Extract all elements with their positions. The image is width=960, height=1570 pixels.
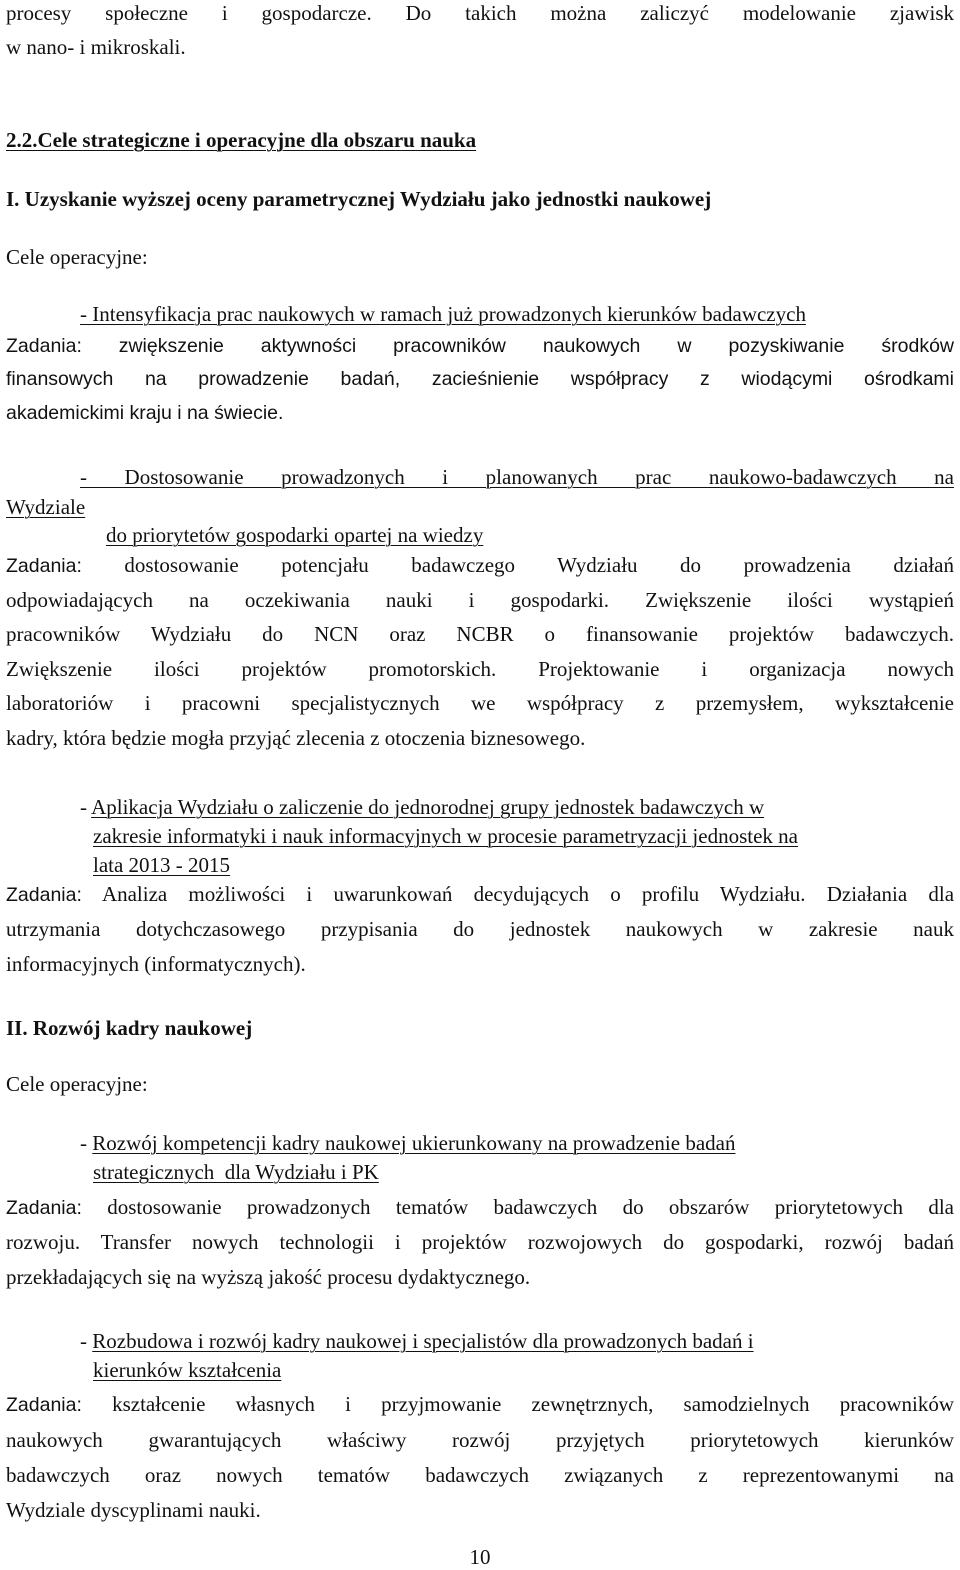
- tasks-paragraph-line: [6, 1194, 954, 1221]
- tasks-paragraph-line: Wydziale dyscyplinami nauki.: [6, 1498, 261, 1522]
- tasks-paragraph-line: pracowników Wydziału do NCN oraz NCBR o finansowanie projektów badawczych.: [6, 622, 954, 646]
- tasks-paragraph-line: [6, 1391, 954, 1418]
- goal-2-title: Rozwój kadry naukowej: [32, 1016, 253, 1040]
- tasks-text: kształcenie własnych i przyjmowanie zewnętrznych, samodzielnych pracowników: [112, 1392, 955, 1416]
- goal-1-heading: I. Uzyskanie wyższej oceny parametrycznej Wydziału jako jednostki naukowej: [6, 187, 712, 211]
- tasks-paragraph-line: kadry, która będzie mogła przyjąć zlecenia z otoczenia biznesowego.: [6, 726, 586, 750]
- operational-goal-title: zakresie informatyki i nauk informacyjnych w procesie parametryzacji jednostek na: [93, 824, 798, 848]
- tasks-label: Zadania:: [6, 1394, 82, 1416]
- page-number: 10: [469, 1545, 491, 1569]
- operational-goals-label: Cele operacyjne:: [6, 245, 148, 269]
- operational-goal-title: Wydziale: [6, 495, 86, 519]
- tasks-paragraph-line: utrzymania dotychczasowego przypisania do jednostek naukowych w zakresie nauk: [6, 917, 954, 941]
- operational-goal-title: lata 2013 - 2015: [93, 853, 231, 877]
- tasks-paragraph-line: odpowiadających na oczekiwania nauki i gospodarki. Zwiększenie ilości wystąpień: [6, 588, 954, 612]
- goal-2-number: II.: [6, 1016, 28, 1040]
- operational-goals-label: Cele operacyjne:: [6, 1072, 148, 1096]
- operational-goal-title: [80, 1130, 954, 1156]
- operational-goal-title-text: Rozbudowa i rozwój kadry naukowej i specjalistów dla prowadzonych badań i: [92, 1329, 754, 1353]
- tasks-paragraph-line: naukowych gwarantujących właściwy rozwój przyjętych priorytetowych kierunków: [6, 1428, 954, 1452]
- tasks-paragraph-line: [6, 881, 954, 908]
- section-heading: 2.2.Cele strategiczne i operacyjne dla obszaru nauka: [6, 128, 477, 152]
- tasks-paragraph-line: przekładających się na wyższą jakość procesu dydaktycznego.: [6, 1265, 531, 1289]
- tasks-paragraph-line: informacyjnych (informatycznych).: [6, 952, 306, 976]
- operational-goal-title: kierunków kształcenia: [93, 1358, 282, 1382]
- tasks-paragraph-line: [6, 552, 954, 579]
- tasks-label: Zadania:: [6, 335, 82, 357]
- intro-line: procesy społeczne i gospodarcze. Do takich można zaliczyć modelowanie zjawisk: [6, 1, 954, 25]
- operational-goal-title: do priorytetów gospodarki opartej na wiedzy: [106, 523, 484, 547]
- tasks-text: Analiza możliwości i uwarunkowań decydujących o profilu Wydziału. Działania dla: [101, 882, 955, 906]
- tasks-paragraph-line: [6, 332, 954, 359]
- tasks-label: Zadania:: [6, 884, 82, 906]
- operational-goal-title: - Dostosowanie prowadzonych i planowanych prac naukowo-badawczych na: [80, 465, 954, 489]
- tasks-paragraph-line: laboratoriów i pracowni specjalistycznych we współpracy z przemysłem, wykształcenie: [6, 691, 954, 715]
- list-dash: -: [80, 1131, 93, 1155]
- list-dash: -: [80, 1329, 93, 1353]
- operational-goal-title: [80, 1328, 954, 1354]
- operational-goal-title: strategicznych dla Wydziału i PK: [93, 1160, 379, 1184]
- tasks-label: Zadania:: [6, 1197, 82, 1219]
- tasks-label: Zadania:: [6, 555, 82, 577]
- tasks-paragraph-line: akademickimi kraju i na świecie.: [6, 402, 284, 424]
- operational-goal-title-text: Rozwój kompetencji kadry naukowej ukierunkowany na prowadzenie badań: [92, 1131, 736, 1155]
- tasks-text: dostosowanie potencjału badawczego Wydziału do prowadzenia działań: [124, 553, 954, 577]
- tasks-paragraph-line: Zwiększenie ilości projektów promotorskich. Projektowanie i organizacja nowych: [6, 657, 954, 681]
- operational-goal-title-text: Aplikacja Wydziału o zaliczenie do jednorodnej grupy jednostek badawczych w: [91, 795, 765, 819]
- tasks-paragraph-line: finansowych na prowadzenie badań, zacieśnienie współpracy z wiodącymi ośrodkami: [6, 368, 954, 390]
- tasks-text: dostosowanie prowadzonych tematów badawczych do obszarów priorytetowych dla: [107, 1195, 955, 1219]
- tasks-text: zwiększenie aktywności pracowników naukowych w pozyskiwanie środków: [118, 335, 955, 357]
- operational-goal-title: [80, 794, 954, 820]
- tasks-paragraph-line: rozwoju. Transfer nowych technologii i projektów rozwojowych do gospodarki, rozwój badań: [6, 1230, 954, 1254]
- tasks-paragraph-line: badawczych oraz nowych tematów badawczych związanych z reprezentowanymi na: [6, 1463, 954, 1487]
- list-dash: -: [80, 795, 92, 819]
- operational-goal-title: - Intensyfikacja prac naukowych w ramach już prowadzonych kierunków badawczych: [80, 302, 806, 326]
- goal-2-heading: [6, 1015, 954, 1041]
- intro-line: w nano- i mikroskali.: [6, 35, 186, 59]
